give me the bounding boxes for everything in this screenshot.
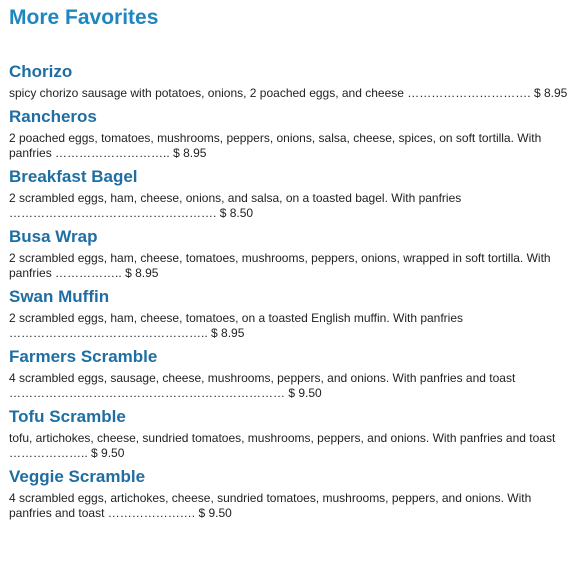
menu-item-swan-muffin — [9, 286, 568, 342]
item-price: $ 8.95 — [125, 266, 159, 280]
section-title: More Favorites — [9, 6, 159, 29]
item-description — [9, 86, 568, 102]
item-description — [9, 371, 568, 402]
item-name: Breakfast Bagel — [9, 166, 138, 186]
item-name: Rancheros — [9, 106, 97, 126]
item-price: $ 9.50 — [288, 386, 322, 400]
price-leader: ………………………………………….. — [9, 326, 208, 340]
menu-item-breakfast-bagel — [9, 166, 568, 222]
item-name: Swan Muffin — [9, 286, 110, 306]
price-leader: …………………. — [107, 506, 196, 520]
item-price: $ 8.50 — [219, 206, 254, 220]
description-text: spicy chorizo sausage with potatoes, onions, 2 poached eggs, and cheese — [9, 86, 404, 100]
description-text: 4 scrambled eggs, artichokes, cheese, sundried tomatoes, mushrooms, peppers, and onions. With panfries and toast — [9, 490, 532, 520]
description-text: 2 scrambled eggs, ham, cheese, tomatoes, on a toasted English muffin. With panfries — [9, 310, 464, 325]
item-description — [9, 431, 568, 462]
item-description — [9, 311, 568, 342]
menu-item-veggie-scramble — [9, 466, 568, 522]
item-name: Veggie Scramble — [9, 466, 146, 486]
price-leader: …………………………. — [407, 86, 531, 100]
item-name: Tofu Scramble — [9, 406, 126, 426]
item-price: $ 8.95 — [533, 86, 568, 100]
price-leader: ……………………………………………. — [9, 206, 217, 220]
item-price: $ 9.50 — [91, 446, 125, 460]
item-description — [9, 491, 568, 522]
price-leader: …………………………………………………………… — [9, 386, 285, 400]
price-leader: ……………….. — [9, 446, 88, 460]
menu-item-rancheros — [9, 106, 568, 162]
item-name: Chorizo — [9, 62, 73, 81]
price-leader: ……………………….. — [55, 146, 170, 160]
menu-item-busa-wrap — [9, 226, 568, 282]
menu-item-tofu-scramble — [9, 406, 568, 462]
item-price: $ 9.50 — [198, 506, 232, 520]
item-description — [9, 191, 568, 222]
item-description — [9, 131, 568, 162]
item-description — [9, 251, 568, 282]
description-text: 2 scrambled eggs, ham, cheese, tomatoes, mushrooms, peppers, onions, wrapped in soft tortilla. With panfries — [9, 250, 551, 280]
price-leader: …………….. — [55, 266, 122, 280]
description-text: tofu, artichokes, cheese, sundried tomatoes, mushrooms, peppers, and onions. With panfries and toast — [9, 430, 556, 445]
item-price: $ 8.95 — [211, 326, 245, 340]
description-text: 2 scrambled eggs, ham, cheese, onions, and salsa, on a toasted bagel. With panfries — [9, 190, 462, 205]
item-name: Farmers Scramble — [9, 346, 158, 366]
menu-item-farmers-scramble — [9, 346, 568, 402]
description-text: 4 scrambled eggs, sausage, cheese, mushrooms, peppers, and onions. With panfries and toast — [9, 370, 516, 385]
item-price: $ 8.95 — [173, 146, 207, 160]
item-name: Busa Wrap — [9, 226, 98, 246]
description-text: 2 poached eggs, tomatoes, mushrooms, peppers, onions, salsa, cheese, spices, on soft tortilla. With panfries — [9, 130, 542, 160]
menu-list — [9, 61, 568, 522]
menu-item-chorizo — [9, 61, 568, 102]
